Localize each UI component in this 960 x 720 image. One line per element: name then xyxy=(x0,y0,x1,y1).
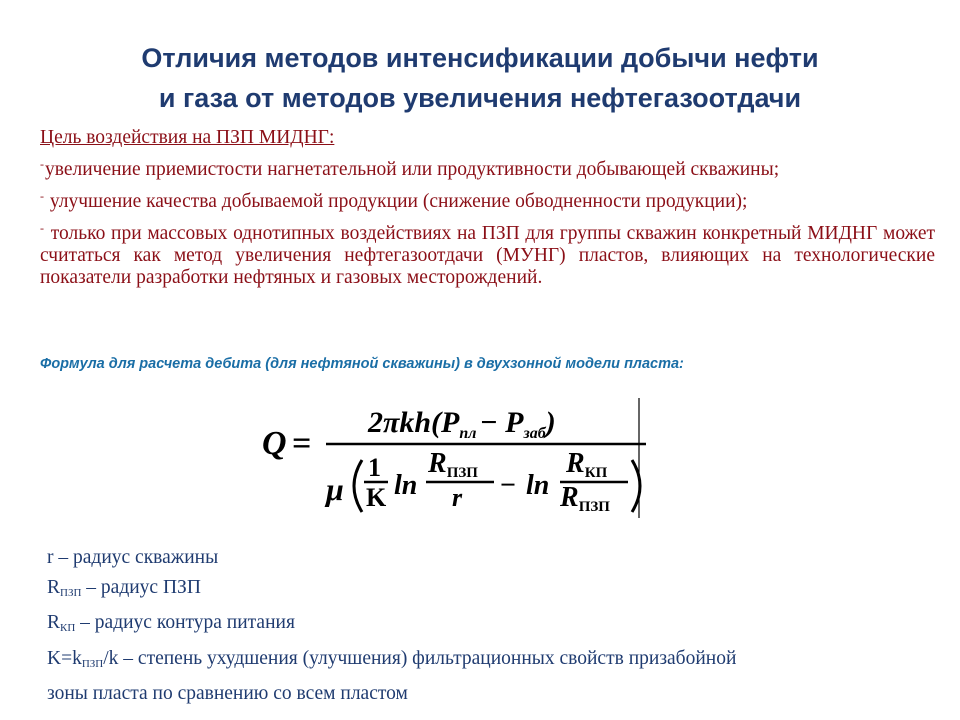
def-rpzp-sub: ПЗП xyxy=(60,586,82,599)
def-r-text: r – радиус скважины xyxy=(47,547,219,568)
formula-q: Q xyxy=(262,425,287,462)
formula-one: 1 xyxy=(368,453,381,482)
definition-rkp xyxy=(47,608,927,644)
formula-k: K xyxy=(366,483,387,512)
left-paren xyxy=(354,460,362,512)
bullet-dash: - xyxy=(40,157,44,171)
numerator-sub-zab: заб xyxy=(523,425,546,442)
formula-mu: μ xyxy=(326,471,344,507)
def-rpzp-text: – радиус ПЗП xyxy=(81,576,201,598)
r-kp-sub: КП xyxy=(584,465,608,481)
bullet-text: только при массовых однотипных воздействиях на ПЗП для группы скважин конкретный МИДНГ может считаться как метод увеличения нефтегазоотдачи (МУНГ) пластов, влияющих на технологические показатели разработки нефтяных и газовых месторождений. xyxy=(40,223,935,288)
r-pzp-sub: ПЗП xyxy=(446,465,478,481)
numerator-close: ) xyxy=(545,406,556,439)
bullet-item xyxy=(40,217,935,289)
formula-r-small: r xyxy=(452,483,463,512)
def-rkp-letter: R xyxy=(47,612,61,633)
formula-caption: Формула для расчета дебита (для нефтяной скважины) в двухзонной модели пласта: xyxy=(40,356,684,372)
bullet-dash: - xyxy=(40,221,44,235)
numerator-sub-pl: пл xyxy=(459,425,477,442)
formula-minus: − xyxy=(500,470,516,501)
bullet-item xyxy=(40,153,935,181)
def-k-text-2: зоны пласта по сравнению со всем пластом xyxy=(47,683,408,704)
goal-section xyxy=(40,127,935,293)
flow-rate-formula xyxy=(262,396,662,520)
bullet-text: увеличение приемистости нагнетательной или продуктивности добывающей скважины; xyxy=(45,159,780,180)
bullet-dash: - xyxy=(40,189,44,203)
bullet-text: улучшение качества добываемой продукции (снижение обводненности продукции); xyxy=(45,191,748,212)
title-line-1: Отличия методов интенсификации добычи нефти xyxy=(141,43,819,73)
section-heading: Цель воздействия на ПЗП МИДНГ: xyxy=(40,127,335,148)
definition-k-continued xyxy=(47,679,927,709)
r-den-sub: ПЗП xyxy=(578,499,610,515)
formula-r-pzp xyxy=(427,448,478,481)
formula-ln-1: ln xyxy=(394,470,418,501)
formula-r-kp xyxy=(565,448,608,481)
def-k-text: /k – степень ухудшения (улучшения) фильтрационных свойств призабойной xyxy=(103,647,737,669)
r-den-letter: R xyxy=(560,482,579,513)
formula-ln-2: ln xyxy=(526,470,550,501)
formula-r-den xyxy=(559,482,610,515)
bullet-item xyxy=(40,185,935,213)
formula-numerator xyxy=(367,406,556,442)
def-rpzp-letter: R xyxy=(47,576,61,598)
slide-title xyxy=(40,38,920,118)
def-rkp-text: – радиус контура питания xyxy=(75,612,295,633)
def-k-prefix: K=k xyxy=(47,647,82,669)
definition-r xyxy=(47,543,927,573)
def-k-sub: ПЗП xyxy=(81,657,104,670)
numerator-main: 2πkh(P xyxy=(368,406,460,439)
r-kp-letter: R xyxy=(566,448,585,479)
definitions-list xyxy=(47,543,927,709)
definition-k xyxy=(47,644,927,680)
formula-equals: = xyxy=(292,425,312,462)
r-pzp-letter: R xyxy=(428,448,447,479)
title-line-2: и газа от методов увеличения нефтегазоотдачи xyxy=(158,83,802,113)
numerator-minus: − P xyxy=(479,406,524,439)
def-rkp-sub: КП xyxy=(60,622,76,634)
definition-rpzp xyxy=(47,573,927,609)
